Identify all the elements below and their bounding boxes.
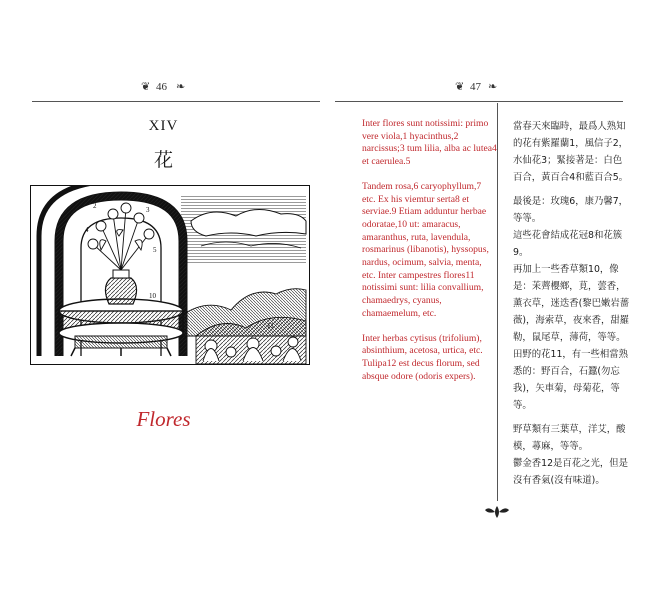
woodcut-number-10: 10 bbox=[149, 292, 156, 300]
chinese-paragraph-3: 這些花會結成花冠8和花簇9。 bbox=[513, 230, 623, 258]
flower-garden-woodcut-icon bbox=[31, 186, 309, 364]
page-number-right: 47 bbox=[470, 81, 481, 93]
page-number-left: 46 bbox=[156, 81, 167, 93]
woodcut-number-2: 2 bbox=[93, 202, 97, 210]
chapter-title: 花 bbox=[153, 149, 173, 171]
chinese-paragraph-6: 野草類有三葉草，洋艾，酸模，蕁麻，等等。 bbox=[513, 424, 626, 452]
column-divider bbox=[497, 103, 498, 501]
header-rule-right bbox=[335, 101, 623, 102]
folio-ornament-left-icon: ❦ bbox=[455, 81, 465, 93]
tailpiece-ornament-icon bbox=[483, 504, 511, 520]
woodcut-number-5: 5 bbox=[153, 246, 157, 254]
header-rule-left bbox=[32, 101, 320, 102]
latin-paragraph-2: Tandem rosa,6 caryophyllum,7 etc. Ex his viemtur serta8 et serviae.9 Etiam adduntur herbae odoratae,10 ut: amaracus, amaranthus, ruta, lavendula, rosmarinus (libanotis), hyssopus, nardus, ocimum, salvia, menta, etc. Inter campestres flores11 notissimi sunt: lilia convallium, chamaedrys, cyanus, chamaemelum, etc. bbox=[362, 180, 489, 319]
chinese-paragraph-4: 再加上一些香草類10，像是：茉薺櫻鄉，莧，蕓香，薰衣草，迷迭香(黎巴嫩岩薔薇)，海索草，夜來香，甜羅勒，鼠尾草，薄荷，等等。 bbox=[513, 264, 630, 343]
chapter-number: XIV bbox=[148, 118, 179, 134]
woodcut-number-4: 4 bbox=[85, 226, 89, 234]
chinese-text-column bbox=[505, 118, 631, 489]
chinese-paragraph-7: 鬱金香12是百花之光，但是沒有香氣(沒有味道)。 bbox=[513, 458, 629, 486]
woodcut-illustration bbox=[30, 185, 310, 365]
latin-paragraph-3: Inter herbas cytisus (trifolium), absinthium, acetosa, urtica, etc. Tulipa12 est decus florum, sed absque odore (odoris expers). bbox=[362, 332, 483, 382]
latin-paragraph-1: Inter flores sunt notissimi: primo vere viola,1 hyacinthus,2 narcissus;3 tum lilia, alba ac lutea4 et caerulea.5 bbox=[362, 118, 497, 168]
latin-chapter-title: Flores bbox=[136, 407, 191, 431]
latin-text-column bbox=[362, 118, 497, 383]
woodcut-number-11: 11 bbox=[267, 322, 274, 330]
folio-ornament-right-icon: ❧ bbox=[488, 81, 498, 93]
left-page bbox=[0, 0, 327, 609]
folio-ornament-right-icon: ❧ bbox=[176, 81, 186, 93]
folio-ornament-left-icon: ❦ bbox=[141, 81, 151, 93]
chinese-paragraph-5: 田野的花11，有一些相當熟悉的：野百合，石蠶(勿忘我)，矢車菊，母菊花，等等。 bbox=[513, 349, 629, 411]
chinese-paragraph-2: 最後是：玫瑰6，康乃馨7，等等。 bbox=[513, 196, 629, 224]
woodcut-number-3: 3 bbox=[146, 206, 150, 214]
chinese-paragraph-1: 當春天來臨時，最爲人熟知的花有紫羅蘭1，風信子2，水仙花3；緊接著是：白色百合，黃百合4和藍百合5。 bbox=[513, 121, 629, 183]
